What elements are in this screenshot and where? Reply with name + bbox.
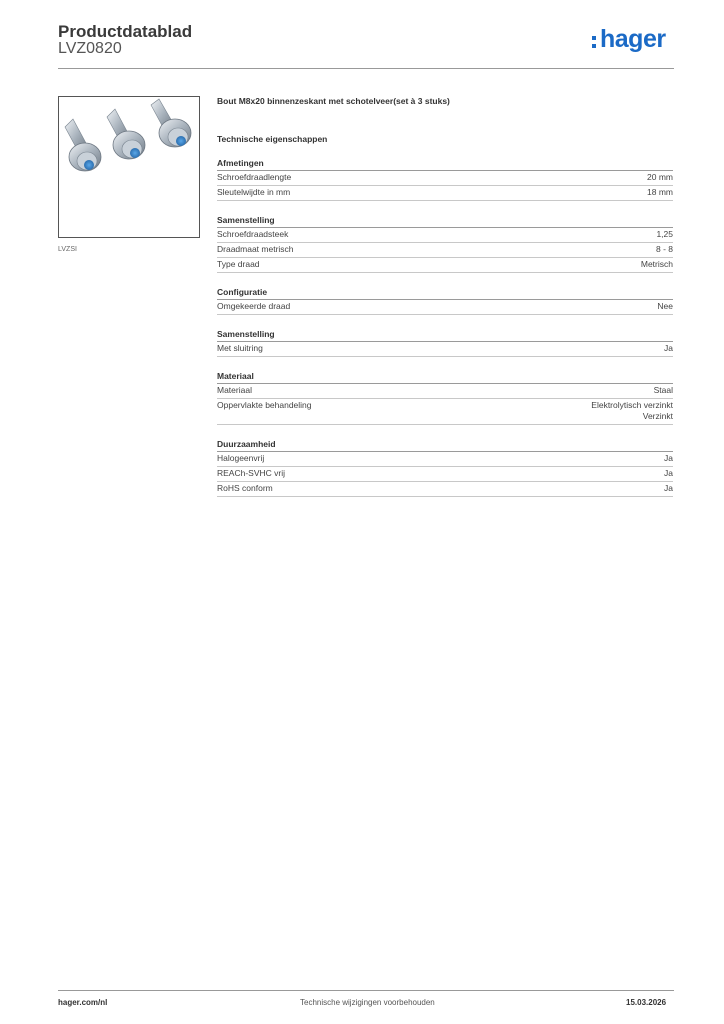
spec-row (217, 258, 673, 273)
spec-groups (217, 156, 673, 497)
spec-content (217, 96, 673, 509)
spec-value-line: 20 mm (647, 172, 673, 182)
spec-value (647, 172, 673, 183)
header-divider (58, 68, 674, 69)
spec-group (217, 437, 673, 497)
spec-group (217, 156, 673, 201)
spec-label: REACh-SVHC vrij (217, 468, 286, 478)
spec-value-line: 18 mm (647, 187, 673, 197)
spec-value-line: Ja (664, 483, 673, 493)
spec-value-line: Verzinkt (642, 411, 673, 421)
spec-label: Omgekeerde draad (217, 301, 291, 311)
spec-row (217, 243, 673, 258)
properties-heading: Technische eigenschappen (217, 134, 328, 144)
spec-row (217, 228, 673, 243)
spec-value (656, 244, 673, 255)
spec-row (217, 384, 673, 399)
spec-row (217, 467, 673, 482)
spec-row (217, 171, 673, 186)
page-title: Productdatablad (58, 22, 193, 41)
spec-group-title: Materiaal (217, 369, 673, 384)
footer-divider (58, 990, 674, 991)
photo-caption: LVZSI (58, 246, 77, 253)
spec-label: RoHS conform (217, 483, 273, 493)
spec-group-title: Samenstelling (217, 213, 673, 228)
bolts-illustration (59, 97, 199, 237)
bolt-1 (65, 119, 101, 171)
spec-value (641, 259, 673, 270)
logo-dot-lower (592, 44, 596, 48)
bolt-3 (151, 99, 191, 147)
spec-row (217, 300, 673, 315)
spec-label: Draadmaat metrisch (217, 244, 294, 254)
spec-value-line: Ja (664, 453, 673, 463)
product-photo (58, 96, 200, 238)
hager-logo (592, 25, 674, 58)
spec-value (664, 468, 673, 479)
spec-value-line: Nee (657, 301, 673, 311)
spec-label: Sleutelwijdte in mm (217, 187, 291, 197)
logo-dot-upper (592, 36, 596, 40)
product-description: Bout M8x20 binnenzeskant met schotelveer(set à 3 stuks) (217, 96, 450, 106)
spec-value (656, 229, 673, 240)
spec-row (217, 399, 673, 425)
spec-value (664, 453, 673, 464)
footer-note: Technische wijzigingen voorbehouden (300, 998, 435, 1007)
bolt-2 (107, 109, 145, 159)
spec-group (217, 327, 673, 357)
spec-group-title: Afmetingen (217, 156, 673, 171)
spec-value (664, 343, 673, 354)
spec-row (217, 342, 673, 357)
spec-value-line: 8 - 8 (655, 244, 673, 254)
footer-website: hager.com/nl (58, 998, 108, 1007)
spec-row (217, 482, 673, 497)
logo-text: hager (600, 25, 666, 53)
spec-row (217, 186, 673, 201)
spec-value-line: Elektrolytisch verzinkt (591, 400, 673, 410)
product-code: LVZ0820 (58, 40, 122, 57)
spec-label: Oppervlakte behandeling (217, 400, 312, 410)
spec-label: Type draad (217, 259, 260, 269)
spec-value (647, 187, 673, 198)
spec-row (217, 452, 673, 467)
spec-group (217, 285, 673, 315)
spec-label: Schroefdraadlengte (217, 172, 292, 182)
spec-group (217, 369, 673, 425)
spec-value-line: 1,25 (656, 229, 673, 239)
spec-label: Met sluitring (217, 343, 263, 353)
spec-value-line: Ja (664, 468, 673, 478)
spec-group-title: Configuratie (217, 285, 673, 300)
spec-group-title: Duurzaamheid (217, 437, 673, 452)
spec-group (217, 213, 673, 273)
spec-value-line: Metrisch (640, 259, 673, 269)
spec-value (591, 400, 673, 422)
spec-value (657, 301, 673, 312)
spec-label: Materiaal (217, 385, 252, 395)
spec-label: Halogeenvrij (217, 453, 265, 463)
spec-value (664, 483, 673, 494)
spec-label: Schroefdraadsteek (217, 229, 289, 239)
spec-value-line: Ja (664, 343, 673, 353)
spec-value (654, 385, 673, 396)
footer-date: 15.03.2026 (626, 998, 667, 1007)
spec-value-line: Staal (653, 385, 673, 395)
spec-group-title: Samenstelling (217, 327, 673, 342)
